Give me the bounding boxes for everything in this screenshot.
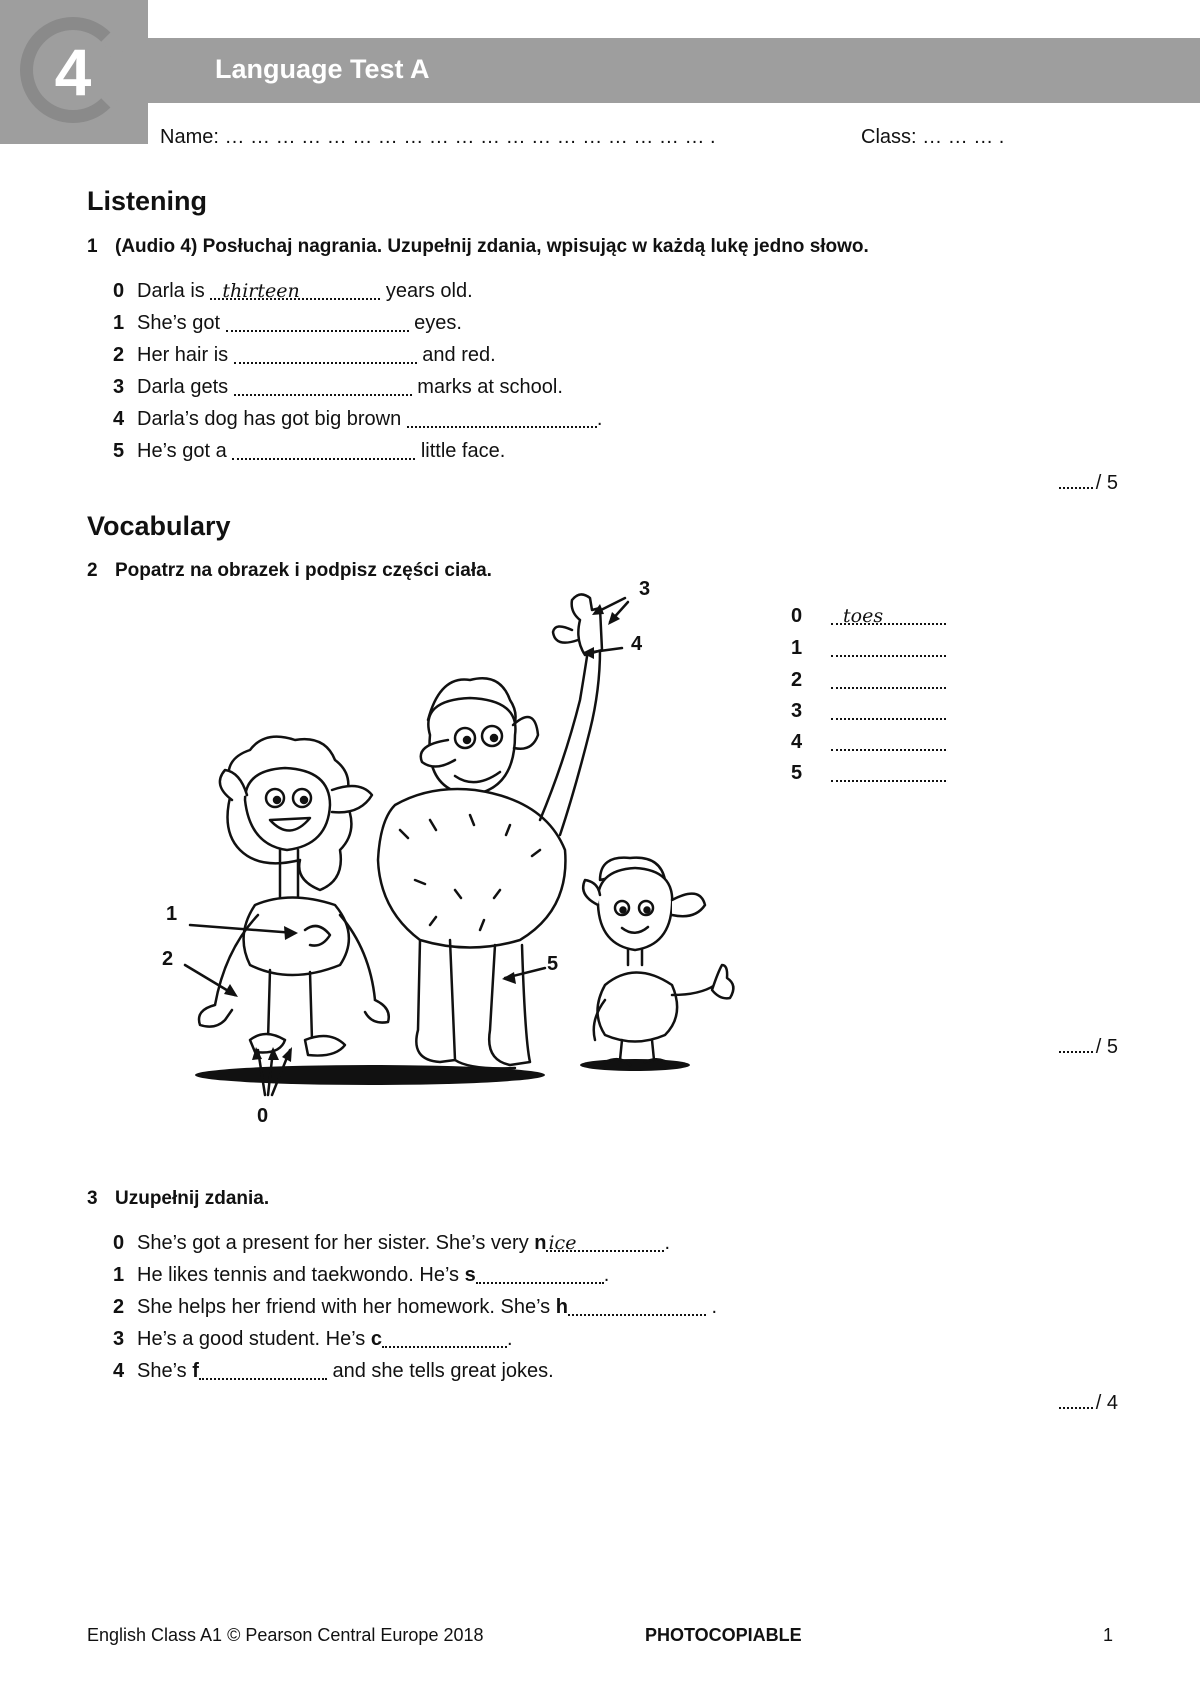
tall-monster: [378, 594, 602, 1068]
answer-gap[interactable]: [831, 669, 946, 689]
item-number: 4: [113, 1360, 125, 1382]
item-number: 3: [791, 700, 803, 722]
name-label: Name:: [160, 126, 219, 148]
item-number: 4: [791, 731, 803, 753]
score-gap[interactable]: [1059, 473, 1093, 489]
answer-gap[interactable]: [831, 637, 946, 657]
picture-label: 0: [257, 1105, 269, 1127]
answer-gap[interactable]: [226, 312, 409, 332]
item-after: and red.: [422, 344, 496, 366]
tall-monster-body: [378, 789, 565, 948]
name-dots: … … … … … … … … … … … … … … … … … … … .: [224, 126, 716, 148]
vocab-item: [791, 762, 946, 785]
instruction-text: (Audio 4) Posłuchaj nagrania. Uzupełnij zdania, wpisując w każdą lukę jedno słowo.: [115, 236, 869, 257]
item-before: He’s got a: [137, 440, 227, 462]
item-number: 1: [113, 1264, 125, 1286]
item-before: She’s got a present for her sister. She’s very: [137, 1232, 529, 1254]
vocab-item: [791, 700, 946, 723]
arrowhead: [502, 972, 516, 984]
item-number: 0: [113, 280, 125, 302]
girl-monster-ear: [332, 786, 372, 812]
small-monster-leg: [620, 1040, 654, 1060]
item-number: 0: [791, 605, 803, 627]
instruction-text: Popatrz na obrazek i podpisz części ciała.: [115, 560, 492, 581]
exercise-3-instruction: [87, 1188, 269, 1210]
answer-gap[interactable]: [831, 700, 946, 720]
tall-monster-hand: [572, 594, 602, 655]
first-letter: s: [464, 1264, 476, 1286]
item-before: Darla is: [137, 280, 205, 302]
tall-monster-leg: [489, 945, 530, 1065]
first-letter: c: [370, 1328, 382, 1350]
answer-text: [476, 1264, 488, 1286]
score-gap[interactable]: [1059, 1393, 1093, 1409]
answer-gap[interactable]: [234, 344, 417, 364]
class-label: Class:: [861, 126, 917, 148]
picture-label: 5: [547, 953, 559, 975]
score-gap[interactable]: [1059, 1037, 1093, 1053]
girl-monster-foot: [305, 1036, 345, 1056]
answer-gap[interactable]: [476, 1264, 604, 1284]
vocab-item: [791, 731, 946, 754]
item-after: years old.: [385, 280, 473, 302]
item-after: little face.: [420, 440, 506, 462]
item-before: Darla’s dog has got big brown: [137, 408, 402, 430]
small-monster-thumbs-up-hand: [712, 965, 733, 998]
item-before: She helps her friend with her homework. She’s: [137, 1296, 551, 1318]
exercise3-item: [113, 1296, 717, 1319]
answer-text: [234, 344, 246, 366]
listening-item: [113, 408, 602, 431]
small-monster: [583, 858, 733, 1066]
listening-item: [113, 312, 462, 335]
vocab-item: [791, 605, 946, 628]
item-before: Her hair is: [137, 344, 229, 366]
picture-label: 3: [639, 578, 651, 600]
small-monster-body: [598, 973, 678, 1042]
exercise3-item: [113, 1328, 513, 1351]
girl-monster-body: [244, 898, 349, 976]
answer-text: [831, 637, 843, 659]
class-dots: … … … .: [922, 126, 1005, 148]
picture-label: 4: [631, 633, 643, 655]
unit-number: 4: [54, 35, 92, 109]
item-number: 2: [113, 1296, 125, 1318]
answer-gap[interactable]: [831, 731, 946, 751]
small-monster-head: [598, 868, 672, 950]
vocab-item: [791, 669, 946, 692]
exercise-1-instruction: [87, 236, 869, 258]
tall-monster-arm: [540, 650, 600, 835]
item-number: 4: [113, 408, 125, 430]
exercise-number: 2: [87, 560, 98, 581]
arrowhead: [282, 1047, 292, 1062]
vocabulary-heading: Vocabulary: [87, 511, 231, 541]
exercise-number: 3: [87, 1188, 98, 1209]
answer-text: ice: [548, 1232, 577, 1254]
item-after: and she tells great jokes.: [332, 1360, 554, 1382]
item-before: She’s got: [137, 312, 221, 334]
answer-gap[interactable]: [407, 408, 597, 428]
answer-gap[interactable]: [232, 440, 415, 460]
answer-text: [831, 731, 843, 753]
vocab-item: [791, 637, 946, 660]
item-after: marks at school.: [417, 376, 563, 398]
item-number: 0: [113, 1232, 125, 1254]
picture-label: 2: [162, 948, 174, 970]
item-before: She’s: [137, 1360, 187, 1382]
footer-photocopiable: PHOTOCOPIABLE: [645, 1625, 802, 1645]
answer-text: [831, 669, 843, 691]
answer-text: [831, 762, 843, 784]
ground-shadow: [580, 1059, 690, 1071]
listening-item: [113, 376, 563, 399]
answer-text: [234, 376, 246, 398]
item-number: 3: [113, 1328, 125, 1350]
item-before: He likes tennis and taekwondo. He’s: [137, 1264, 460, 1286]
item-number: 1: [113, 312, 125, 334]
answer-gap[interactable]: [382, 1328, 507, 1348]
name-field[interactable]: [160, 126, 716, 149]
answer-gap[interactable]: [831, 605, 946, 625]
item-after: eyes.: [414, 312, 462, 334]
answer-text: toes: [843, 605, 884, 627]
score-total: / 5: [1095, 472, 1118, 494]
score-total: / 5: [1095, 1036, 1118, 1058]
answer-gap[interactable]: [234, 376, 412, 396]
instruction-text: Uzupełnij zdania.: [115, 1188, 270, 1209]
tall-monster-ear: [513, 717, 538, 749]
listening-item: [113, 440, 505, 463]
answer-text: [407, 408, 419, 430]
class-field[interactable]: [861, 126, 1004, 149]
small-monster-arm: [672, 985, 715, 995]
answer-text: [568, 1296, 580, 1318]
first-letter: f: [192, 1360, 199, 1382]
item-after: .: [603, 1264, 610, 1286]
tall-monster-thumb: [553, 626, 578, 642]
girl-monster-pupil: [301, 797, 307, 803]
girl-monster-hand: [199, 1005, 232, 1027]
girl-monster-pupil: [274, 797, 280, 803]
girl-monster: [199, 737, 389, 1056]
item-after: .: [711, 1296, 718, 1318]
small-monster-pupil: [645, 908, 650, 913]
exercise3-item: [113, 1360, 554, 1383]
listening-item: [113, 280, 473, 303]
score-box[interactable]: [1059, 1392, 1118, 1415]
answer-gap[interactable]: [568, 1296, 706, 1316]
exercise-number: 1: [87, 236, 98, 257]
item-number: 2: [791, 669, 803, 691]
small-monster-ear: [583, 880, 600, 905]
page-number: 1: [1102, 1625, 1113, 1645]
score-box[interactable]: [1059, 1036, 1118, 1059]
answer-gap[interactable]: [831, 762, 946, 782]
answer-text: [199, 1360, 211, 1382]
page-title: Language Test A: [215, 54, 430, 84]
answer-gap[interactable]: [210, 280, 380, 300]
item-number: 2: [113, 344, 125, 366]
tall-monster-pupil: [491, 735, 497, 741]
picture-label: 1: [166, 903, 178, 925]
first-letter: h: [555, 1296, 568, 1318]
listening-heading: Listening: [87, 186, 207, 216]
answer-gap[interactable]: [546, 1232, 664, 1252]
score-box[interactable]: [1059, 472, 1118, 495]
answer-gap[interactable]: [199, 1360, 327, 1380]
item-after: .: [507, 1328, 513, 1350]
item-number: 3: [113, 376, 125, 398]
arrowhead: [224, 984, 238, 997]
exercise3-item: [113, 1264, 609, 1287]
item-after: .: [664, 1232, 671, 1254]
first-letter: n: [534, 1232, 547, 1254]
item-number: 5: [791, 762, 803, 784]
item-before: He’s a good student. He’s: [137, 1328, 366, 1350]
score-total: / 4: [1095, 1392, 1118, 1414]
small-monster-pupil: [621, 908, 626, 913]
item-number: 5: [113, 440, 125, 462]
answer-text: [232, 440, 244, 462]
exercise3-item: [113, 1232, 670, 1255]
item-number: 1: [791, 637, 803, 659]
item-before: Darla gets: [137, 376, 229, 398]
answer-text: [831, 700, 843, 722]
answer-text: [226, 312, 238, 334]
answer-text: [382, 1328, 394, 1350]
tall-monster-leg: [416, 940, 455, 1062]
listening-item: [113, 344, 496, 367]
girl-monster-leg: [268, 970, 312, 1040]
girl-monster-hand: [365, 1000, 389, 1023]
tall-monster-pupil: [464, 737, 470, 743]
footer-copyright: English Class A1 © Pearson Central Europe 2018: [87, 1625, 484, 1645]
small-monster-neck: [628, 950, 642, 965]
monster-family-illustration: [150, 575, 740, 1130]
item-after: .: [596, 408, 603, 430]
small-monster-ear: [672, 894, 705, 917]
answer-text: thirteen: [222, 280, 300, 302]
